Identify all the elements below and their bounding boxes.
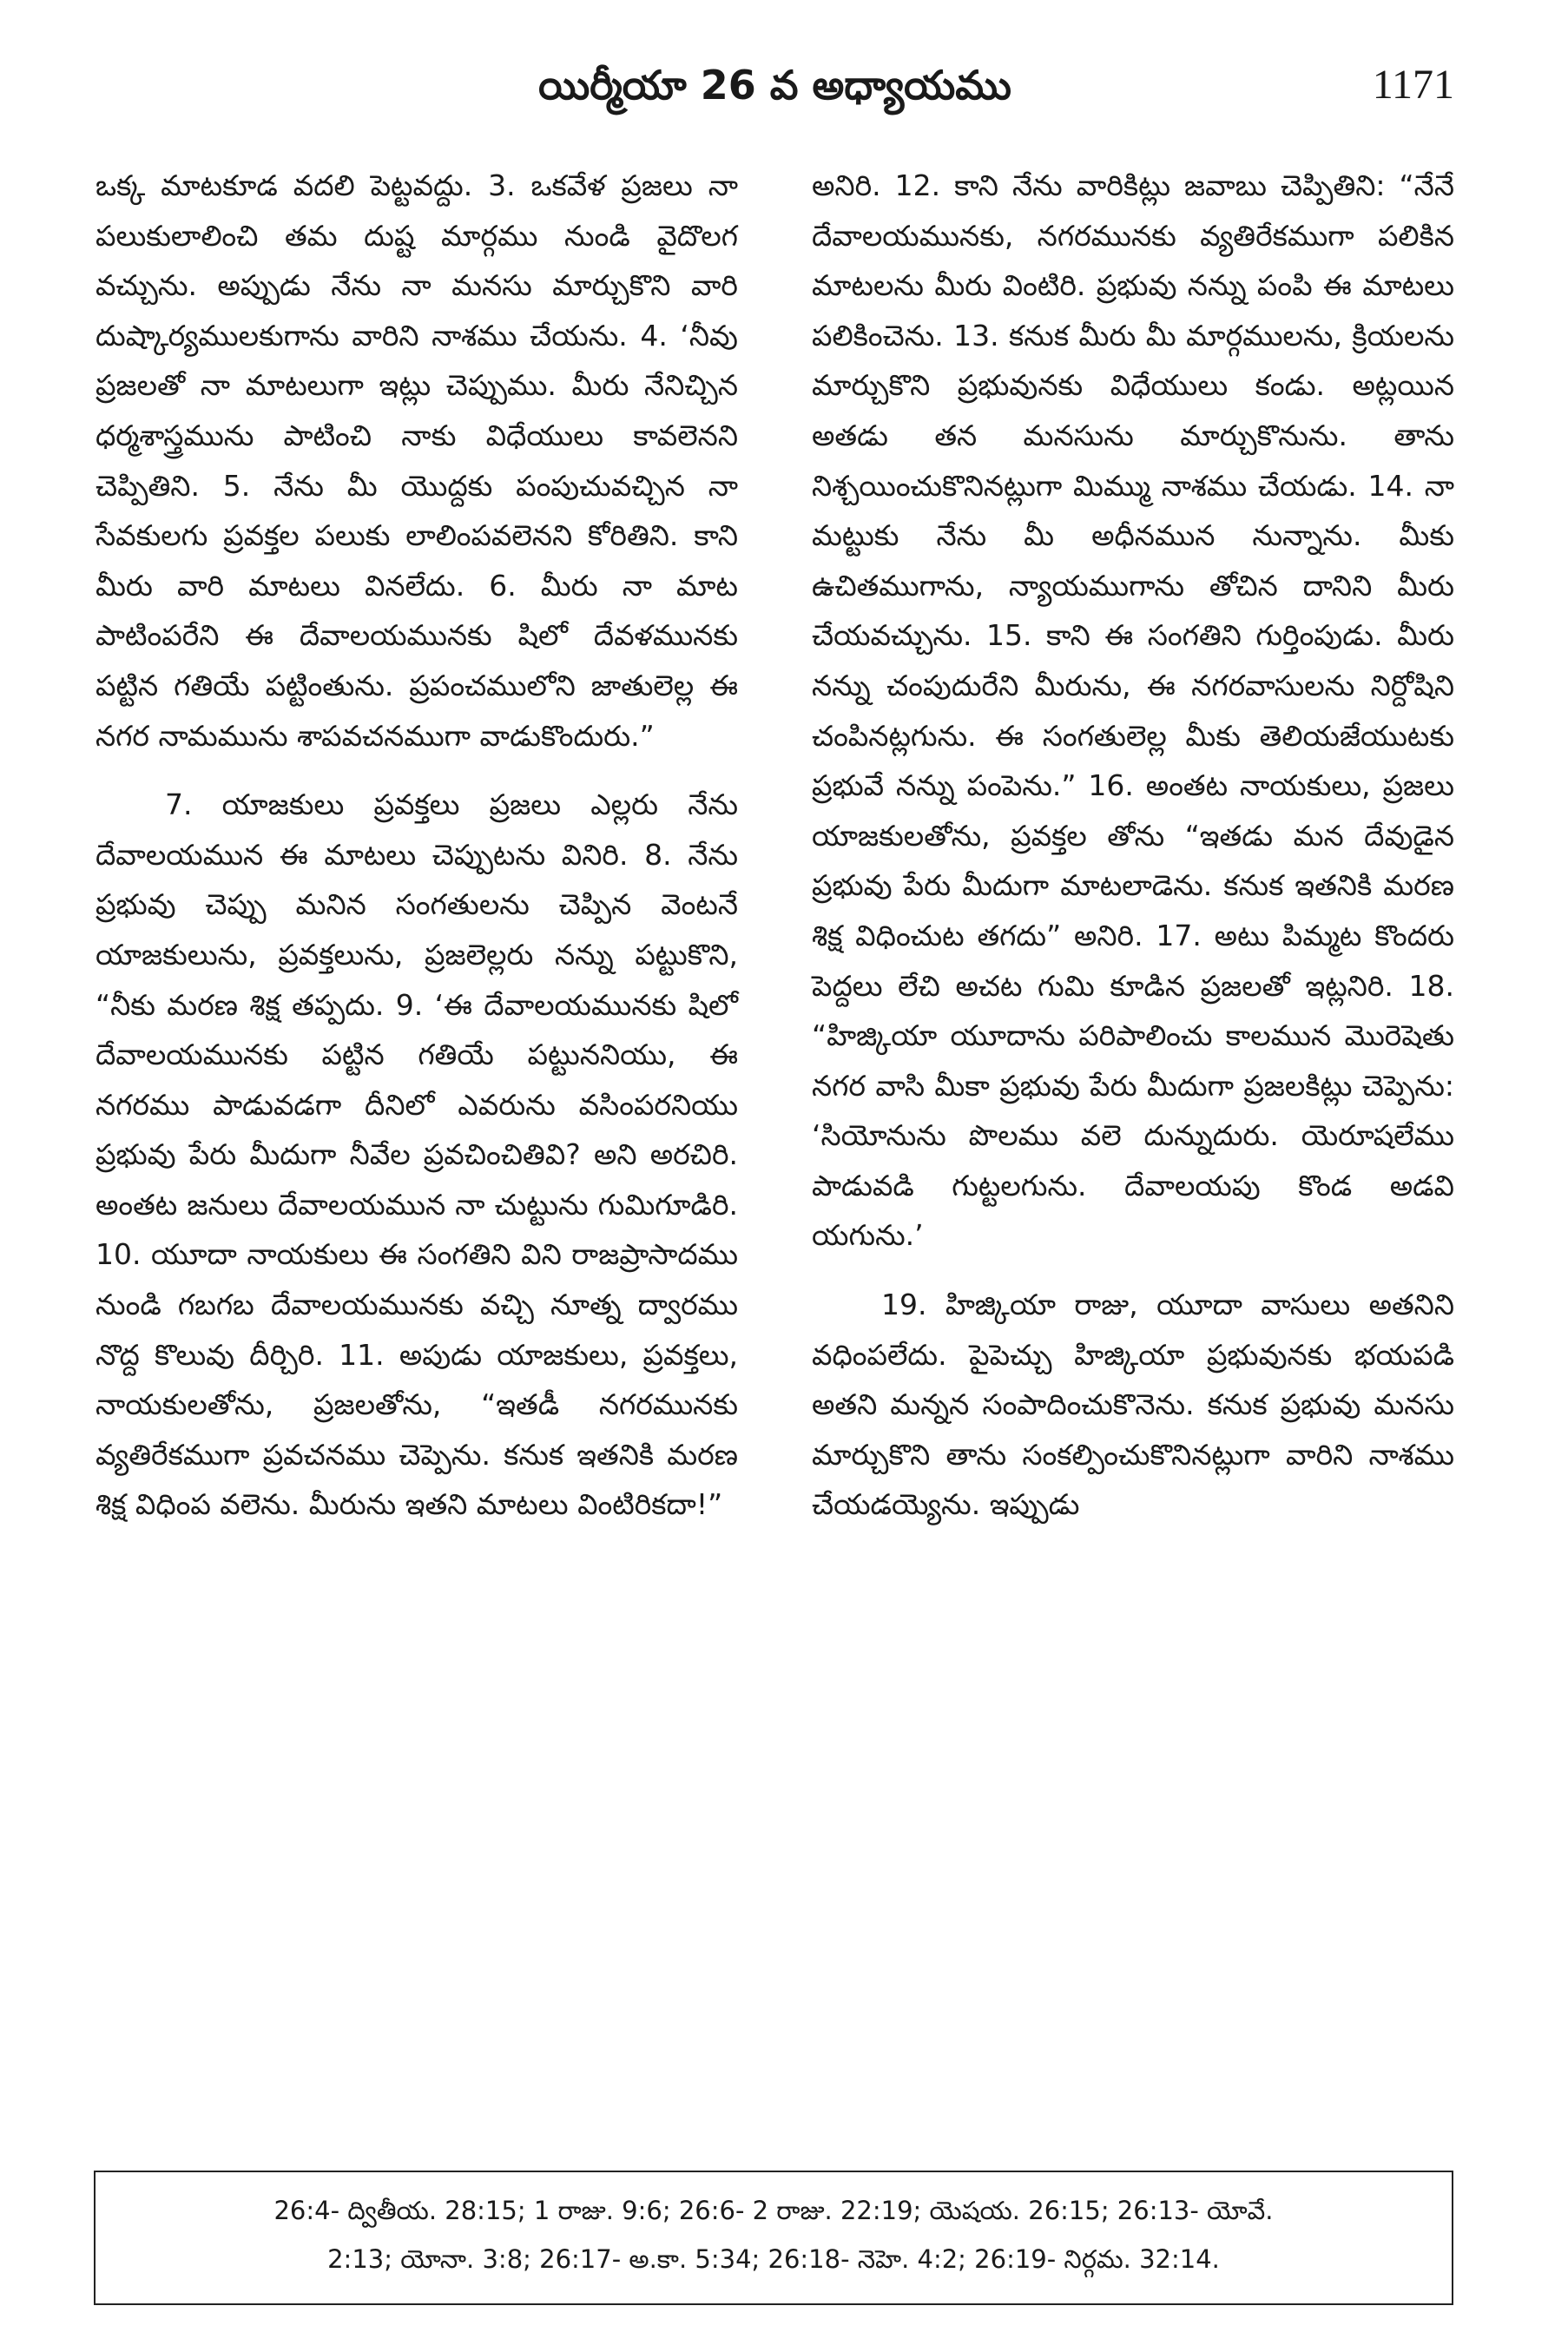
paragraph: ఒక్క మాటకూడ వదలి పెట్టవద్దు. 3. ఒకవేళ ప్రజలు నా పలుకులాలించి తమ దుష్ట మార్గము నుండి వైదొలగ వచ్చును. అప్పుడు నేను నా మనసు మార్చుకొని వారి దుష్కార్యములకుగాను వారిని నాశము చేయను. 4. ‘నీవు ప్రజలతో నా మాటలుగా ఇట్లు చెప్పుము. మీరు నేనిచ్చిన ధర్మశాస్త్రమును పాటించి నాకు విధేయులు కావలెనని చెప్పితిని. 5. నేను మీ యొద్దకు పంపుచువచ్చిన నా సేవకులగు ప్రవక్తల పలుకు లాలింపవలెనని కోరితిని. కాని మీరు వారి మాటలు వినలేదు. 6. మీరు నా మాట పాటింపరేని ఈ దేవాలయమునకు షిలో దేవళమునకు పట్టిన గతియే పట్టింతును. ప్రపంచములోని జాతులెల్ల ఈ నగర నామమును శాపవచనముగా వాడుకొందురు.” bbox=[96, 168, 738, 753]
cross-reference-box bbox=[94, 2171, 1453, 2305]
page-header bbox=[96, 50, 1454, 128]
paragraph: 7. యాజకులు ప్రవక్తలు ప్రజలు ఎల్లరు నేను దేవాలయమున ఈ మాటలు చెప్పుటను వినిరి. 8. నేను ప్రభువు చెప్పు మనిన సంగతులను చెప్పిన వెంటనే యాజకులును, ప్రవక్తలును, ప్రజలెల్లరు నన్ను పట్టుకొని, “నీకు మరణ శిక్ష తప్పదు. 9. ‘ఈ దేవాలయమునకు షిలో దేవాలయమునకు పట్టిన గతియే పట్టుననియు, ఈ నగరము పాడువడగా దీనిలో ఎవరును వసింపరనియు ప్రభువు పేరు మీదుగా నీవేల ప్రవచించితివి? అని అరచిరి. అంతట జనులు దేవాలయమున నా చుట్టును గుమిగూడిరి. 10. యూదా నాయకులు ఈ సంగతిని విని రాజప్రాసాదము నుండి గబగబ దేవాలయమునకు వచ్చి నూత్న ద్వారము నొద్ద కొలువు దీర్చిరి. 11. అపుడు యాజకులు, ప్రవక్తలు, నాయకులతోను, ప్రజలతోను, “ఇతడీ నగరమునకు వ్యతిరేకముగా ప్రవచనము చెప్పెను. కనుక ఇతనికి మరణ శిక్ష విధింప వలెను. మీరును ఇతని మాటలు వింటిరికదా!” bbox=[96, 787, 738, 1522]
page-number: 1171 bbox=[1372, 62, 1454, 108]
paragraph: 19. హిజ్కియా రాజు, యూదా వాసులు అతనిని వధింపలేదు. పైపెచ్చు హిజ్కియా ప్రభువునకు భయపడి అతని మన్నన సంపాదించుకొనెను. కనుక ప్రభువు మనసు మార్చుకొని తాను సంకల్పించుకొనినట్లుగా వారిని నాశము చేయడయ్యెను. ఇప్పుడు bbox=[812, 1288, 1454, 1522]
left-column bbox=[96, 161, 738, 1530]
text-columns bbox=[96, 161, 1454, 2144]
cross-reference-line: 2:13; యోనా. 3:8; 26:17- అ.కా. 5:34; 26:18- నెహె. 4:2; 26:19- నిర్గమ. 32:14. bbox=[327, 2244, 1220, 2274]
cross-reference-line: 26:4- ద్వితీయ. 28:15; 1 రాజు. 9:6; 26:6- 2 రాజు. 22:19; యెషయ. 26:15; 26:13- యోవే. bbox=[273, 2196, 1274, 2225]
chapter-title: యిర్మీయా 26 వ అధ్యాయము bbox=[538, 62, 1011, 109]
right-column bbox=[812, 161, 1454, 1530]
paragraph: అనిరి. 12. కాని నేను వారికిట్లు జవాబు చెప్పితిని: “నేనే దేవాలయమునకు, నగరమునకు వ్యతిరేకముగా పలికిన మాటలను మీరు వింటిరి. ప్రభువు నన్ను పంపి ఈ మాటలు పలికించెను. 13. కనుక మీరు మీ మార్గములను, క్రియలను మార్చుకొని ప్రభువునకు విధేయులు కండు. అట్లయిన అతడు తన మనసును మార్చుకొనును. తాను నిశ్చయించుకొనినట్లుగా మిమ్ము నాశము చేయడు. 14. నా మట్టుకు నేను మీ అధీనమున నున్నాను. మీకు ఉచితముగాను, న్యాయముగాను తోచిన దానిని మీరు చేయవచ్చును. 15. కాని ఈ సంగతిని గుర్తింపుడు. మీరు నన్ను చంపుదురేని మీరును, ఈ నగరవాసులను నిర్దోషిని చంపినట్లగును. ఈ సంగతులెల్ల మీకు తెలియజేయుటకు ప్రభువే నన్ను పంపెను.” 16. అంతట నాయకులు, ప్రజలు యాజకులతోను, ప్రవక్తల తోను “ఇతడు మన దేవుడైన ప్రభువు పేరు మీదుగా మాటలాడెను. కనుక ఇతనికి మరణ శిక్ష విధించుట తగదు” అనిరి. 17. అటు పిమ్మట కొందరు పెద్దలు లేచి అచట గుమి కూడిన ప్రజలతో ఇట్లనిరి. 18. “హిజ్కియా యూదాను పరిపాలించు కాలమున మొరెషెతు నగర వాసి మీకా ప్రభువు పేరు మీదుగా ప్రజలకిట్లు చెప్పెను: ‘సియోనును పొలము వలె దున్నుదురు. యెరూషలేము పాడువడి గుట్టలగును. దేవాలయపు కొండ అడవి యగును.’ bbox=[812, 168, 1454, 1253]
